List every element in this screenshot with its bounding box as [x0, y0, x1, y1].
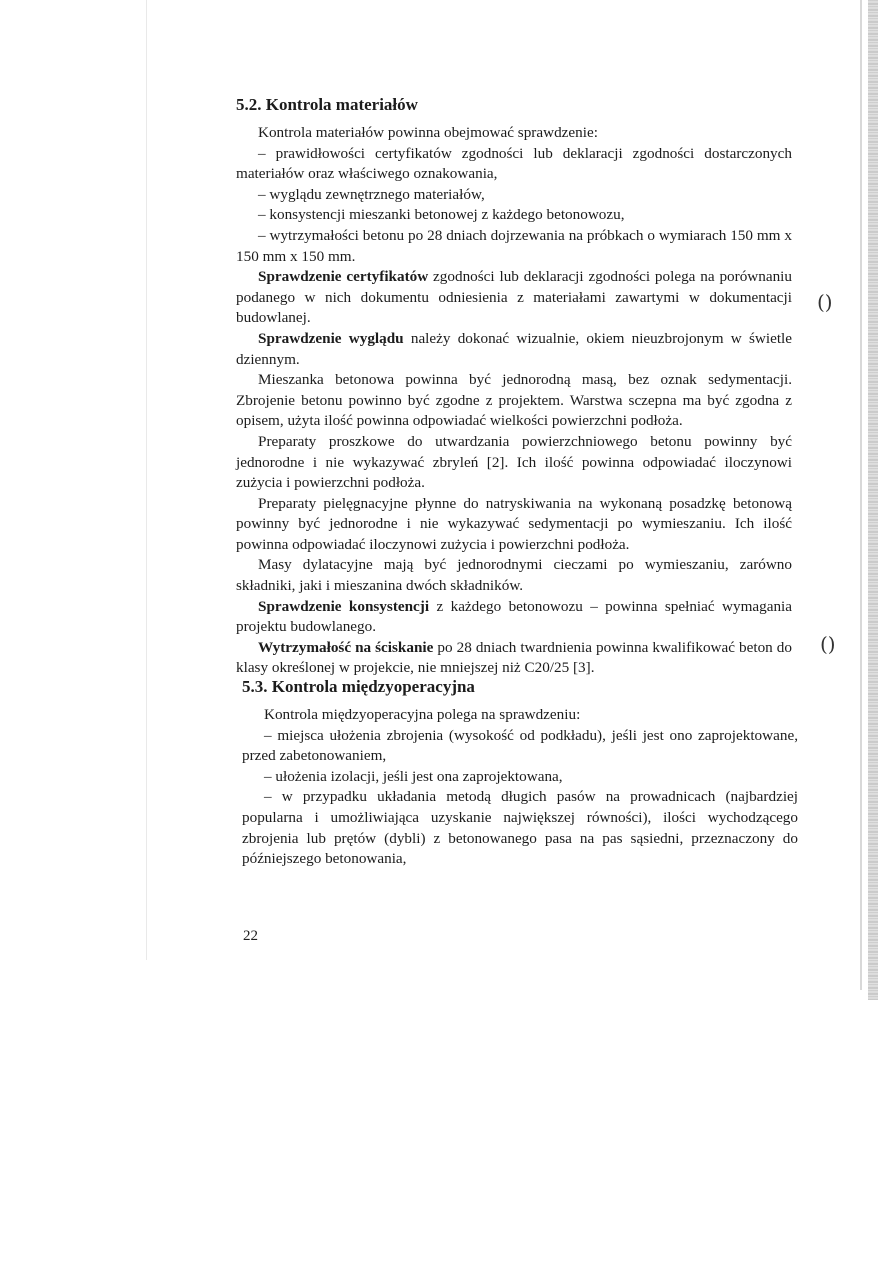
list-item: – wyglądu zewnętrznego materiałów,: [258, 185, 485, 203]
scan-edge-right: [868, 0, 878, 1000]
binder-hole-mark: (): [817, 290, 833, 314]
paragraph: Masy dylatacyjne mają być jednorodnymi cieczami po wymieszaniu, zarówno składniki, jaki i mieszanina dwóch składników.: [236, 556, 792, 595]
paragraph: [236, 267, 792, 329]
section-heading: 5.3. Kontrola międzyoperacyjna: [242, 677, 475, 696]
section-heading: 5.2. Kontrola materiałów: [236, 95, 418, 114]
paragraph: Mieszanka betonowa powinna być jednorodną masą, bez oznak sedymentacji. Zbrojenie betonu powinno być zgodne z projektem. Warstwa sczepna ma być zgodna z opisem, użyta ilość powinna odpowiadać wielkości powierzchni podłoża.: [236, 371, 792, 430]
section-5-2: [236, 94, 792, 679]
bold-term: Sprawdzenie wyglądu: [258, 329, 404, 347]
list-item: – konsystencji mieszanki betonowej z każdego betonowozu,: [258, 206, 625, 224]
paragraph: Preparaty pielęgnacyjne płynne do natryskiwania na wykonaną posadzkę betonową powinny być jednorodne i nie wykazywać sedymentacji po wymieszaniu. Ich ilość powinna odpowiadać iloczynowi zużycia i powierzchni podłoża.: [236, 494, 792, 553]
paragraph: [236, 597, 792, 638]
paragraph-text: z każdego betonowozu – powinna spełniać wymagania projektu budowlanego.: [236, 597, 793, 636]
bold-term: Sprawdzenie konsystencji: [258, 597, 430, 615]
paragraph: Preparaty proszkowe do utwardzania powierzchniowego betonu powinny być jednorodne i nie wykazywać zbryleń [2]. Ich ilość powinna odpowiadać iloczynowi zużycia i powierzchni podłoża.: [236, 432, 792, 492]
paragraph-text: należy dokonać wizualnie, okiem nieuzbrojonym w świetle dziennym.: [236, 329, 792, 368]
paragraph: Kontrola materiałów powinna obejmować sprawdzenie:: [258, 124, 598, 141]
bold-term: Sprawdzenie certyfikatów: [258, 268, 429, 286]
binder-hole-mark: (): [820, 632, 836, 656]
scan-edge-line: [860, 0, 862, 990]
paragraph-text: po 28 dniach twardnienia powinna kwalifikować beton do klasy określonej w projekcie, nie mniejszej niż C20/25 [3].: [236, 638, 792, 677]
section-5-3: [242, 676, 798, 870]
list-item: – miejsca ułożenia zbrojenia (wysokość od podkładu), jeśli jest ono zaprojektowane, przed zabetonowaniem,: [242, 726, 798, 765]
bold-term: Wytrzymałość na ściskanie: [258, 638, 434, 656]
page-number: 22: [243, 928, 258, 944]
paragraph: Kontrola międzyoperacyjna polega na sprawdzeniu:: [264, 706, 581, 723]
list-item: – w przypadku układania metodą długich pasów na prowadnicach (najbardziej popularna i umożliwiająca uzyskanie największej równości), ilości wychodzącego zbrojenia lub prętów (dybli) z betonowanego pasa na pas sąsiedni, przeznaczony do późniejszego betonowania,: [242, 788, 798, 868]
list-item: – prawidłowości certyfikatów zgodności lub deklaracji zgodności dostarczonych materiałów oraz właściwego oznakowania,: [236, 144, 792, 183]
paragraph: [236, 329, 792, 370]
scan-edge-left: [146, 0, 147, 960]
list-item: – wytrzymałości betonu po 28 dniach dojrzewania na próbkach o wymiarach 150 mm x 150 mm x 150 mm.: [236, 226, 792, 265]
list-item: – ułożenia izolacji, jeśli jest ona zaprojektowana,: [264, 767, 563, 785]
paragraph-text: zgodności lub deklaracji zgodności polega na porównaniu podanego w nich dokumentu odniesienia z materiałami zawartymi w dokumentacji budowlanej.: [236, 268, 792, 327]
paragraph: [236, 638, 792, 679]
